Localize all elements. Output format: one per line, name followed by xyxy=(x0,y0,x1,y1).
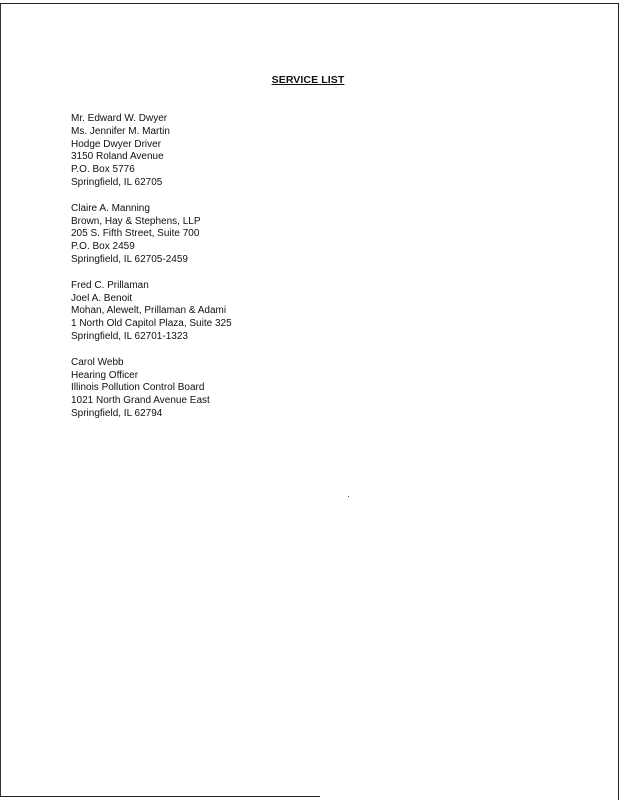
page-title: SERVICE LIST xyxy=(271,74,345,86)
scan-edge-top xyxy=(0,3,619,4)
service-entry-dwyer-martin xyxy=(71,113,232,190)
entry-line: Mr. Edward W. Dwyer xyxy=(71,113,168,124)
entry-line: P.O. Box 5776 xyxy=(71,164,135,176)
service-entry-prillaman-benoit xyxy=(71,280,232,344)
entry-line: 3150 Roland Avenue xyxy=(71,151,164,163)
entry-line: Springfield, IL 62794 xyxy=(71,407,163,419)
scan-edge-bottom xyxy=(0,796,320,797)
entry-line: Hodge Dwyer Driver xyxy=(71,138,162,150)
entry-line: Fred C. Prillaman xyxy=(71,279,149,291)
entry-line: Hearing Officer xyxy=(71,369,139,381)
service-list xyxy=(71,113,232,434)
scan-edge-left xyxy=(0,3,1,797)
entry-line: 1 North Old Capitol Plaza, Suite 325 xyxy=(71,318,232,330)
entry-line: Springfield, IL 62701-1323 xyxy=(71,330,188,342)
entry-line: Springfield, IL 62705 xyxy=(71,176,163,188)
service-entry-manning xyxy=(71,203,232,267)
entry-line: Joel A. Benoit xyxy=(71,292,133,304)
entry-line: Illinois Pollution Control Board xyxy=(71,382,205,394)
entry-line: Ms. Jennifer M. Martin xyxy=(71,125,170,137)
scan-speck xyxy=(348,496,349,497)
entry-line: 1021 North Grand Avenue East xyxy=(71,395,210,407)
scan-edge-right xyxy=(618,3,619,800)
entry-line: Mohan, Alewelt, Prillaman & Adami xyxy=(71,305,227,317)
entry-line: P.O. Box 2459 xyxy=(71,241,135,253)
service-entry-webb xyxy=(71,357,232,421)
entry-line: Claire A. Manning xyxy=(71,202,150,214)
entry-line: Brown, Hay & Stephens, LLP xyxy=(71,215,201,227)
entry-line: Springfield, IL 62705-2459 xyxy=(71,253,188,265)
entry-line: Carol Webb xyxy=(71,356,124,368)
entry-line: 205 S. Fifth Street, Suite 700 xyxy=(71,228,200,240)
